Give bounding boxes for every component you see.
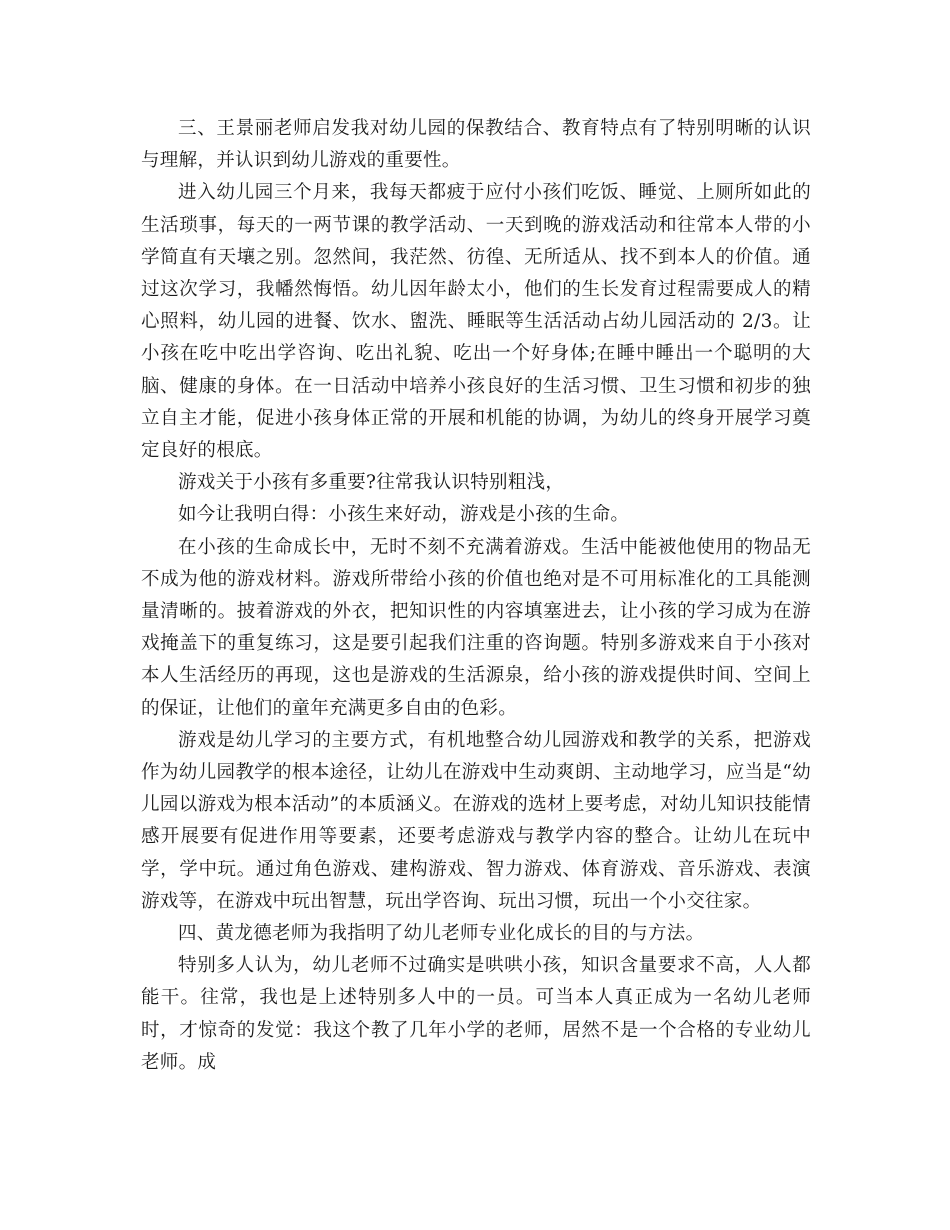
paragraph-growth-through-play: 在小孩的生命成长中，无时不刻不充满着游戏。生活中能被他使用的物品无不成为他的游戏材料。游戏所带给小孩的价值也绝对是不可用标准化的工具能测量清晰的。披着游戏的外衣，把知识性的内容填塞进去，让小孩的学习成为在游戏掩盖下的重复练习，这是要引起我们注重的咨询题。特别多游戏来自于小孩对本人生活经历的再现，这也是游戏的生活源泉，给小孩的游戏提供时间、空间上的保证，让他们的童年充满更多自由的色彩。 (141, 536, 811, 719)
paragraph-play-based-learning: 游戏是幼儿学习的主要方式，有机地整合幼儿园游戏和教学的关系，把游戏作为幼儿园教学的根本途径，让幼儿在游戏中生动爽朗、主动地学习，应当是“幼儿园以游戏为根本活动”的本质涵义。在游戏的选材上要考虑，对幼儿知识技能情感开展要有促进作用等要素，还要考虑游戏与教学内容的整合。让幼儿在玩中学，学中玩。通过角色游戏、建构游戏、智力游戏、体育游戏、音乐游戏、表演游戏等，在游戏中玩出智慧，玩出学咨询、玩出习惯，玩出一个小交往家。 (141, 729, 811, 912)
paragraph-game-importance-question: 游戏关于小孩有多重要?往常我认识特别粗浅， (178, 472, 565, 494)
paragraph-daily-life: 进入幼儿园三个月来，我每天都疲于应付小孩们吃饭、睡觉、上厕所如此的生活琐事，每天的一两节课的教学活动、一天到晚的游戏活动和往常本人带的小学简直有天壤之别。忽然间，我茫然、彷徨、无所适从、找不到本人的价值。通过这次学习，我幡然悔悟。幼儿因年龄太小，他们的生长发育过程需要成人的精心照料，幼儿园的进餐、饮水、盥洗、睡眠等生活活动占幼儿园活动的 2/3。让小孩在吃中吃出学咨询、吃出礼貌、吃出一个好身体;在睡中睡出一个聪明的大脑、健康的身体。在一日活动中培养小孩良好的生活习惯、卫生习惯和初步的独立自主才能，促进小孩身体正常的开展和机能的协调，为幼儿的终身开展学习奠定良好的根底。 (141, 182, 811, 462)
paragraph-game-is-life: 如今让我明白得：小孩生来好动，游戏是小孩的生命。 (178, 504, 630, 526)
document-body (141, 113, 811, 1079)
paragraph-professional-growth: 特别多人认为，幼儿老师不过确实是哄哄小孩，知识含量要求不高，人人都能干。往常，我也是上述特别多人中的一员。可当本人真正成为一名幼儿老师时，才惊奇的发觉：我这个教了几年小学的老师，居然不是一个合格的专业幼儿老师。成 (141, 955, 811, 1073)
paragraph-section-four-heading: 四、黄龙德老师为我指明了幼儿老师专业化成长的目的与方法。 (178, 923, 705, 945)
paragraph-section-three-heading: 三、王景丽老师启发我对幼儿园的保教结合、教育特点有了特别明晰的认识与理解，并认识到幼儿游戏的重要性。 (141, 118, 811, 172)
